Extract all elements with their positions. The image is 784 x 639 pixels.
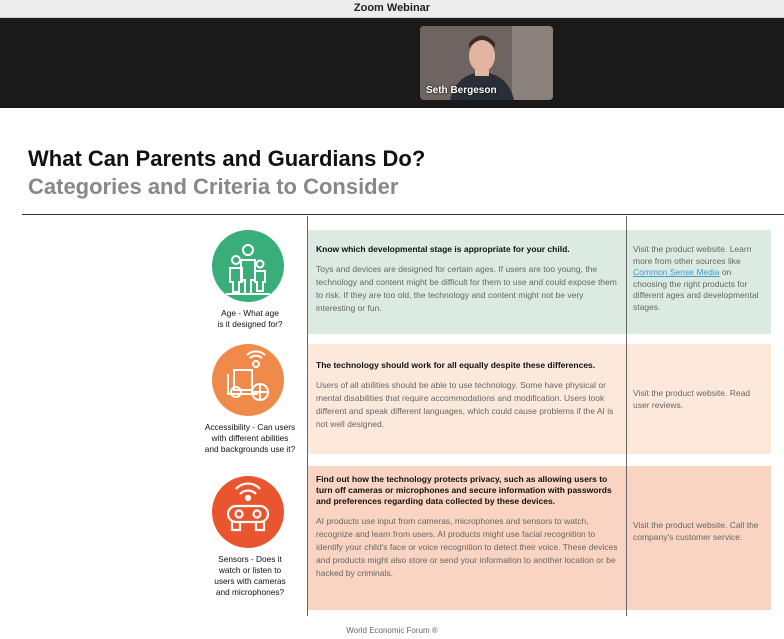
criteria-row-sensors — [196, 466, 774, 610]
sensor-robot-icon — [212, 476, 284, 548]
row-resources: Visit the product website. Call the company's customer service. — [633, 520, 759, 542]
row-body: AI products use input from cameras, microphones and sensors to watch, recognize and learn from users. AI products might use facial recognition to identify your child's face or voice recognition to detect their voice. These devices and products might also store or send your information to another location or be hacked by criminals. — [316, 516, 618, 578]
row-label-age: Age - What age is it designed for? — [217, 308, 283, 329]
row-label-sensors: Sensors - Does it watch or listen to users with cameras and microphones? — [214, 554, 286, 597]
video-strip — [0, 18, 784, 108]
row-lead: Find out how the technology protects privacy, such as allowing users to turn off cameras or microphones and secure information with passwords and preferences regarding data collected by these devices. — [316, 474, 612, 506]
slide-footer: World Economic Forum ® — [346, 626, 438, 635]
row-resources: Visit the product website. Read user reviews. — [633, 388, 751, 410]
speaker-video-tile[interactable] — [420, 26, 553, 100]
family-icon — [212, 230, 284, 302]
common-sense-media-link[interactable]: Common Sense Media — [633, 267, 720, 277]
row-label-accessibility: Accessibility - Can users with different abilities and backgrounds use it? — [204, 422, 296, 454]
slide-title: What Can Parents and Guardians Do? — [28, 146, 426, 171]
row-lead: The technology should work for all equally despite these differences. — [316, 360, 596, 370]
speaker-name: Seth Bergeson — [426, 85, 497, 96]
window-title: Zoom Webinar — [0, 0, 784, 18]
criteria-row-age — [196, 230, 774, 334]
title-divider — [22, 214, 784, 215]
row-resources: Visit the product website. Learn more from other sources like Common Sense Media on choosing the right products for different ages and developmental stages. — [633, 244, 759, 312]
row-description — [316, 474, 618, 580]
criteria-row-accessibility — [196, 344, 774, 454]
row-description — [316, 360, 618, 431]
slide-subtitle: Categories and Criteria to Consider — [28, 174, 399, 199]
accessibility-icon — [212, 344, 284, 416]
column-divider-left — [307, 216, 308, 616]
shared-slide — [0, 108, 784, 639]
row-description — [316, 244, 618, 315]
row-body: Toys and devices are designed for certain ages. If users are too young, the technology and content might be difficult for them to use and could expose them to risk. If they are too old, the technology and content might not be very interesting or fun. — [316, 264, 617, 313]
row-lead: Know which developmental stage is appropriate for your child. — [316, 244, 570, 254]
row-body: Users of all abilities should be able to use technology. Some have physical or mental disabilities that require accommodations and modification. Users look different and speak different languages, which could cause problems if the AI is not well designed. — [316, 380, 614, 429]
column-divider-right — [626, 216, 627, 616]
